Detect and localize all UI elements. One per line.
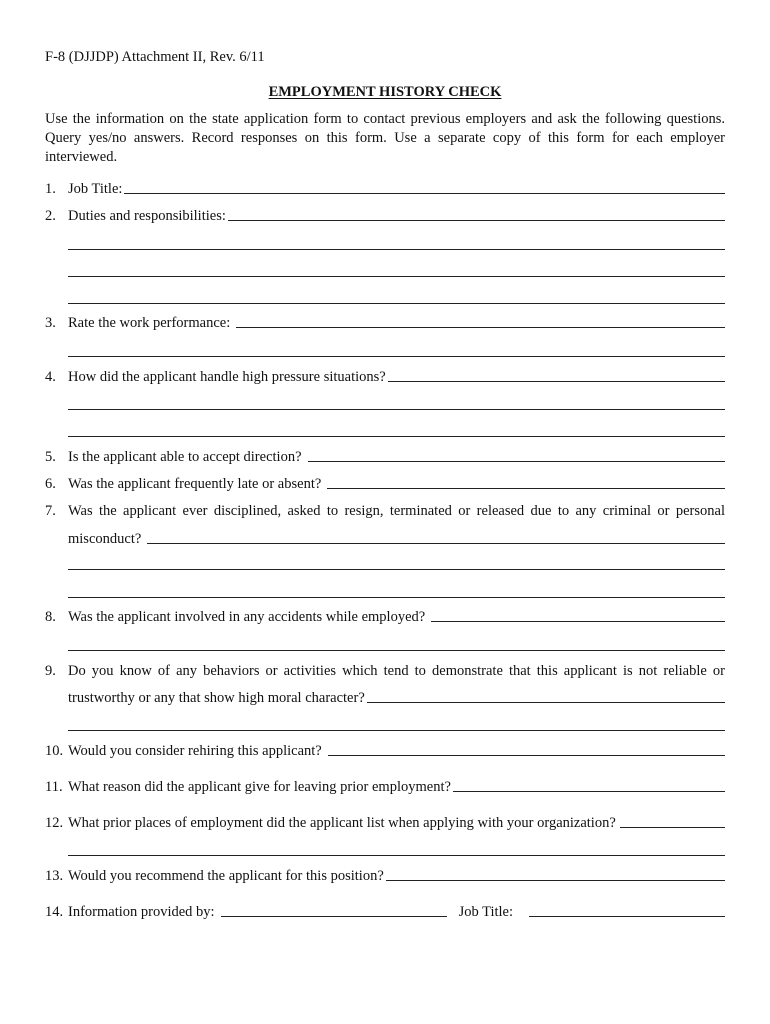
question-number: 8. — [45, 609, 56, 625]
leaving-reason-answer-line[interactable] — [453, 791, 725, 792]
question-label: Information provided by: — [68, 904, 215, 920]
question-number: 7. — [45, 503, 56, 519]
form-title — [0, 84, 770, 101]
question-label-line-2: misconduct? — [68, 531, 142, 547]
question-7-continued — [68, 528, 725, 548]
question-label: Rate the work performance: — [68, 315, 231, 331]
question-label: Job Title: — [68, 181, 123, 197]
question-label-line-1: Do you know of any behaviors or activities which tend to demonstrate that this applicant is not reliable or — [68, 663, 725, 679]
recommend-answer-line[interactable] — [386, 880, 725, 881]
behavior-answer-line-2[interactable] — [68, 730, 725, 731]
question-8 — [45, 606, 725, 626]
duties-answer-line-2[interactable] — [68, 249, 725, 250]
performance-answer-line-2[interactable] — [68, 356, 725, 357]
question-10 — [45, 740, 725, 760]
question-label: Would you consider rehiring this applicant? — [68, 743, 322, 759]
question-number: 12. — [45, 815, 64, 831]
question-label-line-2: trustworthy or any that show high moral character? — [68, 690, 365, 706]
question-number: 13. — [45, 868, 64, 884]
question-label: Was the applicant involved in any accidents while employed? — [68, 609, 426, 625]
discipline-answer-line-3[interactable] — [68, 597, 725, 598]
question-1 — [45, 178, 725, 198]
question-number: 6. — [45, 476, 56, 492]
direction-answer-line[interactable] — [308, 461, 725, 462]
question-7 — [45, 500, 725, 520]
question-label: Is the applicant able to accept direction? — [68, 449, 302, 465]
duties-answer-line-3[interactable] — [68, 276, 725, 277]
form-id: F-8 (DJJDP) Attachment II, Rev. 6/11 — [45, 49, 265, 65]
question-9-continued — [68, 687, 725, 707]
question-number: 11. — [45, 779, 63, 795]
prior-employment-answer-line[interactable] — [620, 827, 725, 828]
question-label: Would you recommend the applicant for this position? — [68, 868, 384, 884]
question-14 — [45, 901, 725, 921]
accidents-answer-line-2[interactable] — [68, 650, 725, 651]
performance-answer-line[interactable] — [236, 327, 725, 328]
question-4 — [45, 366, 725, 386]
question-number: 5. — [45, 449, 56, 465]
accidents-answer-line[interactable] — [431, 621, 725, 622]
question-2 — [45, 205, 725, 225]
question-13 — [45, 865, 725, 885]
job-title-label: Job Title: — [458, 904, 513, 920]
question-label: Was the applicant frequently late or absent? — [68, 476, 322, 492]
question-label: What prior places of employment did the applicant list when applying with your organization? — [68, 815, 616, 831]
question-3 — [45, 312, 725, 332]
discipline-answer-line-2[interactable] — [68, 569, 725, 570]
question-11 — [45, 776, 725, 796]
question-number: 10. — [45, 743, 64, 759]
question-label: Duties and responsibilities: — [68, 208, 226, 224]
question-number: 4. — [45, 369, 56, 385]
pressure-answer-line[interactable] — [388, 381, 725, 382]
question-6 — [45, 473, 725, 493]
discipline-answer-line[interactable] — [147, 543, 725, 544]
provider-job-title-answer-line[interactable] — [529, 916, 725, 917]
pressure-answer-line-2[interactable] — [68, 409, 725, 410]
form-title-text: EMPLOYMENT HISTORY CHECK — [268, 84, 502, 100]
question-label: What reason did the applicant give for leaving prior employment? — [68, 779, 451, 795]
behavior-answer-line[interactable] — [367, 702, 725, 703]
rehire-answer-line[interactable] — [328, 755, 725, 756]
question-5 — [45, 446, 725, 466]
duties-answer-line-4[interactable] — [68, 303, 725, 304]
question-number: 9. — [45, 663, 56, 679]
provided-by-answer-line[interactable] — [221, 916, 447, 917]
question-number: 2. — [45, 208, 56, 224]
question-12 — [45, 812, 725, 832]
late-absent-answer-line[interactable] — [327, 488, 725, 489]
duties-answer-line[interactable] — [228, 220, 725, 221]
prior-employment-answer-line-2[interactable] — [68, 855, 725, 856]
question-label-line-1: Was the applicant ever disciplined, asked to resign, terminated or released due to any criminal or personal — [68, 503, 725, 519]
question-number: 14. — [45, 904, 64, 920]
pressure-answer-line-3[interactable] — [68, 436, 725, 437]
question-label: How did the applicant handle high pressure situations? — [68, 369, 386, 385]
instructions-paragraph: Use the information on the state application form to contact previous employers and ask the following questions. Query yes/no answers. Record responses on this form. Use a separate copy of this form for each employer interviewed. — [45, 111, 725, 165]
question-number: 3. — [45, 315, 56, 331]
job-title-answer-line[interactable] — [124, 193, 725, 194]
question-9 — [45, 660, 725, 680]
question-number: 1. — [45, 181, 56, 197]
